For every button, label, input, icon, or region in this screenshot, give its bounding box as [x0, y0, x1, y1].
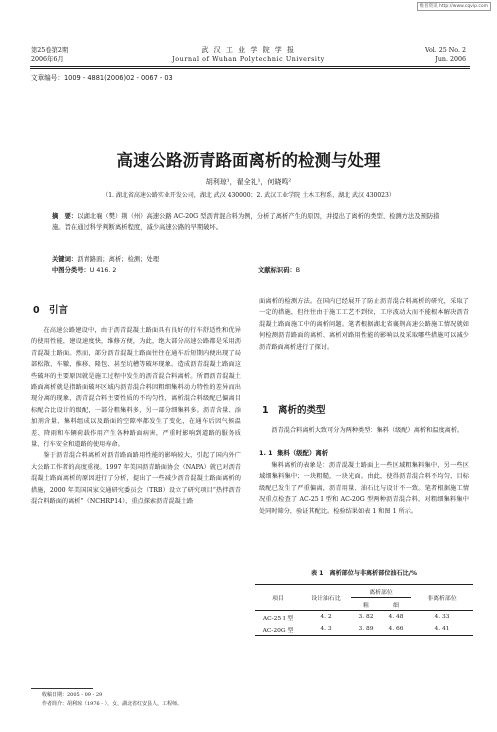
- doc-code-label: 文献标识码：: [258, 267, 296, 274]
- paragraph-aggregate-segregation: 集料离析的表象是：沥青混凝土路面上一些区域粗集料集中，另一些区域细集料集中；一块粗糙，一块光面。由此，使得沥青混合料不均匀，目标级配已发生了严重偏离，沥青用量、油石比与设计不一致。笔者根据施工情况重点检查了 AC-25 Ⅰ 型和 AC-20G 型两种沥青混合料，对粗细集料集中处同时筛分，验证其配比。检验结果如表 1 和图 1 所示。: [259, 462, 469, 515]
- table-row: [255, 623, 473, 636]
- table-1: [255, 584, 473, 636]
- table-cell-item: AC-20G 型: [262, 627, 294, 634]
- section-0-title: 引言: [49, 305, 69, 316]
- paragraph-intro-continued: 面离析的检测方法。在国内已经展开了防止沥青混合料离析的研究，采取了一定的措施，但往往由于施工工艺不到位，工序波动大而不能根本解决沥青混凝土路面施工中的离析问题。笔者根据湖北省襄荆高速公路施工情况就如何检测沥青路面的离析、离析对路用性能的影响以及采取哪些措施可以减少沥青路面离析进行了探讨。: [259, 298, 469, 351]
- abstract-block: [52, 212, 447, 234]
- table-header-coarse: 粗: [363, 602, 369, 609]
- table-cell-nonseg: 4. 41: [434, 626, 450, 632]
- clc-number: [52, 266, 116, 276]
- subsection-1-1-title: 集料（级配）离析: [277, 449, 329, 457]
- footnote-author: 作者简介：胡利琼（1976 - ），女，湖北省红安县人，工程师。: [42, 701, 183, 707]
- volume-en: Vol. 25 No. 2: [425, 47, 466, 54]
- table-1-caption: 表 1 离析部位与非离析部位油石比/%: [310, 570, 418, 577]
- date-cn: 2006年6月: [31, 56, 64, 63]
- abstract: [52, 212, 447, 234]
- table-header-item: 项目: [272, 596, 284, 602]
- journal-title-en: Journal of Wuhan Polytechnic University: [172, 56, 325, 63]
- article-number: 文章编号：1009 - 4881(2006)02 - 0067 - 03: [31, 74, 173, 82]
- section-1-title: 离析的类型: [278, 405, 326, 416]
- journal-title-cn: 武 汉 工 业 学 院 学 报: [201, 46, 296, 54]
- keywords-label: 关键词：: [52, 256, 78, 263]
- paragraph-intro-1: 在高速公路建设中，由于沥青混凝土路面具有良好的行车舒适性和优异的使用性能，建设速度快，维修方便，为此，绝大部分高速公路都是采用沥青混凝土路面。然而，部分沥青混凝土路面往往在通车后短期内便出现了局部松散、车辙、推移、隆包、甚至坑槽等破坏现象。造成沥青混凝土路面这些破坏的主要原因就是施工过程中发生的沥青混合料离析。所谓沥青混凝土路面离析就是指路面破坏区域内沥青混合料因粗细集料动力特性的差异而出现分离的现象，沥青混合料主要性质的不均匀性，离析混合料级配已偏离目标配合比设计的级配，一部分粗集料多，另一部分细集料多。沥青含量、添加剂含量、集料组成以及路面的空隙率都发生了变化，在通车后因气候温差、降雨和车辆荷载作用产生各种路面病害，严重时影响到道路的服务质量、行车安全和道路的使用寿命。: [31, 327, 241, 449]
- paragraph-types: 沥青混合料离析大致可分为两种类型：集料（级配）离析和温度离析。: [271, 427, 464, 434]
- paper-title: 高速公路沥青路面离析的检测与处理: [116, 151, 381, 170]
- header-rule-bottom: [30, 68, 470, 69]
- table-cell-design: 4. 3: [320, 626, 332, 632]
- affiliation: （1. 湖北省高速公路实业开发公司，湖北 武汉 430000；2. 武汉工业学院 土木工程系，湖北 武汉 430023）: [102, 192, 395, 199]
- right-column-intro: [259, 296, 469, 353]
- paragraph-intro-2: 鉴于沥青混合料离析对沥青路面路用性能的影响较大，引起了国内外广大公路工作者的高度重视。1997 年美国沥青路面协会（NAPA）就已对沥青混凝土路面离析的原因进行了分析，提出了一些减少沥青混凝土路面离析的措施，2000 年美国国家交通研究委员会（TRB）设立了研究项目“热拌沥青混合料路面的离析”（NCHRP14），重点探索沥青混凝土路: [31, 452, 241, 506]
- table-cell-fine: 4. 66: [388, 626, 404, 632]
- author-list: 胡利琼¹，翟全礼¹，何晓鸣²: [205, 178, 292, 186]
- clc-label: 中图分类号：: [52, 267, 90, 274]
- abstract-label: 摘 要：: [52, 213, 78, 220]
- section-1-number: 1: [262, 405, 269, 416]
- left-column-body: [31, 325, 241, 508]
- document-code: [258, 266, 300, 276]
- table-cell-fine: 4. 48: [388, 614, 404, 620]
- table-cell-item: AC-25 Ⅰ 型: [262, 615, 294, 622]
- footnote-rule: [31, 688, 93, 689]
- table-header-non-segregated: 非离析部位: [427, 596, 457, 602]
- table-header-fine: 细: [393, 602, 399, 609]
- table-row: [255, 611, 473, 624]
- section-0-heading: [33, 304, 68, 318]
- table-cell-nonseg: 4. 33: [434, 614, 450, 620]
- subsection-1-1-heading: [259, 448, 328, 459]
- subsection-1-1-body: [259, 460, 469, 517]
- footnote-received: 收稿日期：2005 - 09 - 29: [42, 692, 103, 698]
- doc-code-value: B: [295, 267, 301, 274]
- subsection-1-1-number: 1. 1: [259, 449, 273, 457]
- section-0-number: 0: [33, 305, 40, 316]
- abstract-text: 以湖北襄（樊）荆（州）高速公路 AC-20G 型沥青混合料为例，分析了离析产生的原因，并提出了离析的类型、检测方法及预防措施。旨在通过科学判断离析程度，减少高速公路的早期破坏。: [52, 213, 440, 231]
- table-header-segregated: 离析部位: [351, 585, 411, 598]
- source-stamp: 维普资讯 http://www.cqvip.com: [417, 2, 491, 11]
- keywords: [52, 255, 159, 265]
- section-1-heading: [262, 404, 326, 418]
- issue-cn: 第25卷第2期: [31, 47, 69, 54]
- table-cell-design: 4. 2: [320, 614, 332, 620]
- section-1-body: [259, 425, 469, 436]
- table-header-design: 设计油石比: [311, 596, 341, 602]
- table-cell-coarse: 3. 89: [358, 626, 374, 632]
- date-en: Jun. 2006: [435, 56, 466, 63]
- keywords-text: 沥青路面；离析；检测；处理: [77, 256, 160, 263]
- table-cell-coarse: 3. 82: [358, 614, 374, 620]
- header-rule-top: [30, 66, 470, 67]
- clc-value: U 416. 2: [89, 267, 117, 274]
